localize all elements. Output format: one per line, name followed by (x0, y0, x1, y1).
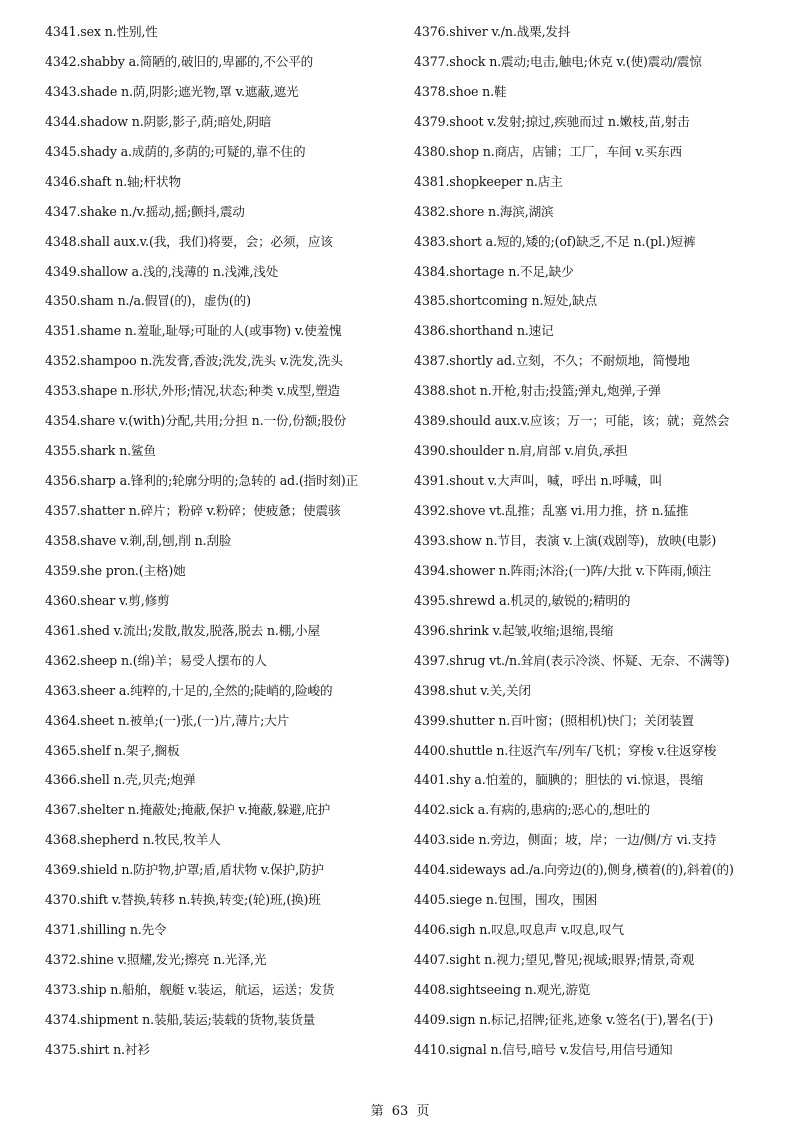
vocab-entry-text: 4409.sign n.标记,招牌;征兆,迹象 v.签名(于),署名(于) (414, 1011, 714, 1027)
page-footer (0, 1103, 800, 1121)
vocab-entry (414, 945, 784, 975)
vocab-entry (414, 346, 784, 376)
vocab-entry (45, 346, 410, 376)
vocab-entry-text: 4351.shame n.羞耻,耻辱;可耻的人(或事物) v.使羞愧 (45, 323, 342, 339)
vocab-entry (414, 646, 784, 676)
vocab-entry (45, 885, 410, 915)
vocab-entry (45, 167, 410, 197)
vocab-entry-text: 4341.sex n.性别,性 (45, 24, 158, 39)
vocab-entry-text: 4403.side n.旁边，侧面；坡，岸；一边/侧/方 vi.支持 (414, 832, 717, 848)
vocab-entry-text: 4387.shortly ad.立刻，不久；不耐烦地，简慢地 (414, 353, 690, 369)
vocab-entry-text: 4346.shaft n.轴;杆状物 (45, 173, 181, 189)
vocab-entry-text: 4394.shower n.阵雨;沐浴;(一)阵/大批 v.下阵雨,倾注 (414, 562, 712, 578)
vocab-entry (45, 706, 410, 736)
vocab-entry-text: 4383.short a.短的,矮的;(of)缺乏,不足 n.(pl.)短裤 (414, 233, 696, 249)
vocab-entry-text: 4352.shampoo n.洗发膏,香波;洗发,洗头 v.洗发,洗头 (45, 353, 343, 369)
vocab-entry-text: 4384.shortage n.不足,缺少 (414, 263, 574, 279)
vocab-entry-text: 4391.shout v.大声叫，喊，呼出 n.呼喊，叫 (414, 473, 663, 489)
footer-suffix: 页 (416, 1104, 430, 1119)
vocab-entry-text: 4343.shade n.荫,阴影;遮光物,罩 v.遮蔽,遮光 (45, 83, 299, 99)
vocab-entry-text: 4408.sightseeing n.观光,游览 (414, 982, 591, 997)
vocab-entry (414, 1005, 784, 1035)
vocab-entry (45, 466, 410, 496)
vocab-entry-text: 4342.shabby a.简陋的,破旧的,卑鄙的,不公平的 (45, 53, 314, 69)
vocab-entry (45, 676, 410, 706)
vocab-entry-text: 4345.shady a.成荫的,多荫的;可疑的,靠不住的 (45, 143, 306, 159)
vocab-entry-text: 4402.sick a.有病的,患病的;恶心的,想吐的 (414, 802, 651, 818)
vocab-entry-text: 4350.sham n./a.假冒(的)，虚伪(的) (45, 293, 251, 309)
vocab-entry-text: 4398.shut v.关,关闭 (414, 682, 531, 698)
vocab-entry-text: 4395.shrewd a.机灵的,敏锐的;精明的 (414, 592, 631, 608)
vocab-entry-text: 4353.shape n.形状,外形;情况,状态;种类 v.成型,塑造 (45, 383, 340, 399)
vocab-entry (414, 825, 784, 855)
vocab-entry-text: 4401.shy a.怕羞的，腼腆的；胆怯的 vi.惊退，畏缩 (414, 772, 704, 788)
vocab-entry (45, 1005, 410, 1035)
vocab-entry (414, 286, 784, 316)
vocab-entry (45, 286, 410, 316)
vocab-entry-text: 4376.shiver v./n.战栗,发抖 (414, 24, 571, 39)
vocab-entry (45, 945, 410, 975)
vocab-entry (414, 885, 784, 915)
vocab-entry-text: 4356.sharp a.锋利的;轮廓分明的;急转的 ad.(指时刻)正 (45, 473, 359, 489)
vocab-entry-text: 4349.shallow a.浅的,浅薄的 n.浅滩,浅处 (45, 263, 279, 279)
vocab-entry-text: 4404.sideways ad./a.向旁边(的),侧身,横着(的),斜着(的) (414, 862, 734, 878)
vocab-entry (414, 17, 784, 47)
vocab-entry-text: 4390.shoulder n.肩,肩部 v.肩负,承担 (414, 443, 628, 459)
vocab-entry (45, 1035, 410, 1065)
vocab-entry (45, 915, 410, 945)
vocab-entry (45, 227, 410, 257)
vocab-entry-text: 4399.shutter n.百叶窗；(照相机)快门；关闭装置 (414, 712, 694, 728)
vocab-entry-text: 4407.sight n.视力;望见,瞥见;视域;眼界;情景,奇观 (414, 952, 695, 968)
vocab-entry-text: 4344.shadow n.阴影,影子,荫;暗处,阴暗 (45, 113, 272, 129)
vocab-entry-text: 4393.show n.节目，表演 v.上演(戏剧等)，放映(电影) (414, 532, 717, 548)
vocab-entry (414, 257, 784, 287)
vocab-entry-text: 4367.shelter n.掩蔽处;掩蔽,保护 v.掩蔽,躲避,庇护 (45, 802, 331, 818)
vocab-entry (414, 466, 784, 496)
vocab-entry (414, 436, 784, 466)
vocab-entry (414, 137, 784, 167)
vocab-entry-text: 4371.shilling n.先令 (45, 922, 167, 938)
vocab-entry (414, 1035, 784, 1065)
vocab-entry (414, 586, 784, 616)
vocab-entry-text: 4348.shall aux.v.(我，我们)将要，会；必须，应该 (45, 233, 333, 249)
vocab-entry-text: 4369.shield n.防护物,护罩;盾,盾状物 v.保护,防护 (45, 862, 324, 878)
vocab-entry (45, 137, 410, 167)
vocab-entry (414, 77, 784, 107)
vocab-entry (45, 616, 410, 646)
right-column (414, 17, 784, 1065)
vocab-entry (45, 736, 410, 766)
vocab-entry-text: 4365.shelf n.架子,搁板 (45, 742, 180, 758)
vocab-entry-text: 4364.sheet n.被单;(一)张,(一)片,薄片;大片 (45, 712, 290, 728)
vocab-entry-text: 4347.shake n./v.摇动,摇;颤抖,震动 (45, 203, 245, 219)
vocab-entry (45, 77, 410, 107)
vocab-entry (45, 646, 410, 676)
vocab-entry (45, 107, 410, 137)
vocab-entry-text: 4381.shopkeeper n.店主 (414, 173, 563, 189)
vocab-entry-text: 4378.shoe n.鞋 (414, 83, 507, 99)
vocab-entry-text: 4375.shirt n.衬衫 (45, 1041, 150, 1057)
vocab-entry (414, 376, 784, 406)
vocab-entry-text: 4385.shortcoming n.短处,缺点 (414, 293, 597, 309)
vocab-entry (414, 915, 784, 945)
vocab-entry (45, 855, 410, 885)
vocab-entry (45, 975, 410, 1005)
vocab-entry (45, 795, 410, 825)
vocab-entry (414, 227, 784, 257)
vocab-entry (45, 376, 410, 406)
vocab-entry (414, 197, 784, 227)
vocab-entry-text: 4405.siege n.包围，围攻，围困 (414, 892, 598, 908)
vocab-entry-text: 4379.shoot v.发射;掠过,疾驰而过 n.嫩枝,苗,射击 (414, 113, 690, 129)
vocab-entry (45, 17, 410, 47)
vocab-entry (45, 526, 410, 556)
vocab-entry-text: 4366.shell n.壳,贝壳;炮弹 (45, 772, 196, 788)
vocab-entry-text: 4362.sheep n.(绵)羊；易受人摆布的人 (45, 652, 267, 668)
vocab-entry-text: 4400.shuttle n.往返汽车/列车/飞机；穿梭 v.往返穿梭 (414, 742, 717, 758)
vocab-entry (45, 316, 410, 346)
vocab-entry (45, 765, 410, 795)
vocab-entry (414, 795, 784, 825)
vocab-entry-text: 4373.ship n.船舶，舰艇 v.装运，航运，运送；发货 (45, 982, 335, 997)
vocab-entry (414, 676, 784, 706)
vocab-entry-text: 4396.shrink v.起皱,收缩;退缩,畏缩 (414, 622, 614, 638)
vocab-entry (45, 257, 410, 287)
vocab-entry-text: 4392.shove vt.乱推；乱塞 vi.用力推，挤 n.猛推 (414, 503, 689, 518)
vocab-entry-text: 4368.shepherd n.牧民,牧羊人 (45, 832, 221, 848)
vocab-entry (414, 855, 784, 885)
vocab-entry-text: 4410.signal n.信号,暗号 v.发信号,用信号通知 (414, 1041, 673, 1057)
vocab-entry-text: 4382.shore n.海滨,湖滨 (414, 203, 554, 219)
vocab-entry-text: 4370.shift v.替换,转移 n.转换,转变;(轮)班,(换)班 (45, 892, 321, 908)
vocab-entry (45, 47, 410, 77)
vocab-entry-text: 4355.shark n.鲨鱼 (45, 443, 156, 459)
vocab-entry-text: 4406.sigh n.叹息,叹息声 v.叹息,叹气 (414, 922, 624, 938)
vocab-entry (45, 496, 410, 526)
vocab-entry (45, 436, 410, 466)
vocab-entry-text: 4359.she pron.(主格)她 (45, 562, 186, 578)
page-number: 63 (391, 1104, 409, 1119)
vocab-entry-text: 4374.shipment n.装船,装运;装载的货物,装货量 (45, 1011, 316, 1027)
vocab-entry (414, 616, 784, 646)
vocab-entry-text: 4377.shock n.震动;电击,触电;休克 v.(使)震动/震惊 (414, 53, 702, 69)
vocab-entry-text: 4361.shed v.流出;发散,散发,脱落,脱去 n.棚,小屋 (45, 622, 320, 638)
vocab-entry (414, 706, 784, 736)
vocab-entry (414, 316, 784, 346)
vocab-entry (45, 197, 410, 227)
vocab-entry (414, 107, 784, 137)
vocab-entry (45, 586, 410, 616)
vocab-entry (414, 556, 784, 586)
vocab-entry (414, 736, 784, 766)
vocab-entry-text: 4388.shot n.开枪,射击;投篮;弹丸,炮弹,子弹 (414, 383, 661, 399)
footer-prefix: 第 (370, 1104, 384, 1119)
vocab-entry-text: 4358.shave v.剃,刮,刨,削 n.刮脸 (45, 532, 232, 548)
vocab-entry-text: 4363.sheer a.纯粹的,十足的,全然的;陡峭的,险峻的 (45, 682, 333, 698)
vocab-entry (414, 496, 784, 526)
vocab-entry-text: 4380.shop n.商店，店铺；工厂，车间 v.买东西 (414, 143, 682, 159)
vocab-entry (414, 406, 784, 436)
vocab-entry (414, 167, 784, 197)
vocab-entry-text: 4360.shear v.剪,修剪 (45, 592, 170, 608)
vocab-entry (45, 825, 410, 855)
vocab-entry (414, 526, 784, 556)
vocab-entry-text: 4389.should aux.v.应该；万一；可能，该；就；竟然会 (414, 413, 730, 429)
vocab-entry (414, 975, 784, 1005)
vocab-entry (45, 556, 410, 586)
left-column (45, 17, 410, 1065)
vocab-entry-text: 4354.share v.(with)分配,共用;分担 n.一份,份额;股份 (45, 413, 347, 429)
vocab-entry-text: 4386.shorthand n.速记 (414, 323, 554, 339)
vocab-entry (45, 406, 410, 436)
vocab-entry-text: 4397.shrug vt./n.耸肩(表示冷淡、怀疑、无奈、不满等) (414, 652, 730, 668)
vocab-entry (414, 47, 784, 77)
vocab-entry-text: 4357.shatter n.碎片；粉碎 v.粉碎；使疲惫；使震骇 (45, 503, 341, 518)
vocab-entry-text: 4372.shine v.照耀,发光;擦亮 n.光泽,光 (45, 952, 267, 968)
vocab-entry (414, 765, 784, 795)
